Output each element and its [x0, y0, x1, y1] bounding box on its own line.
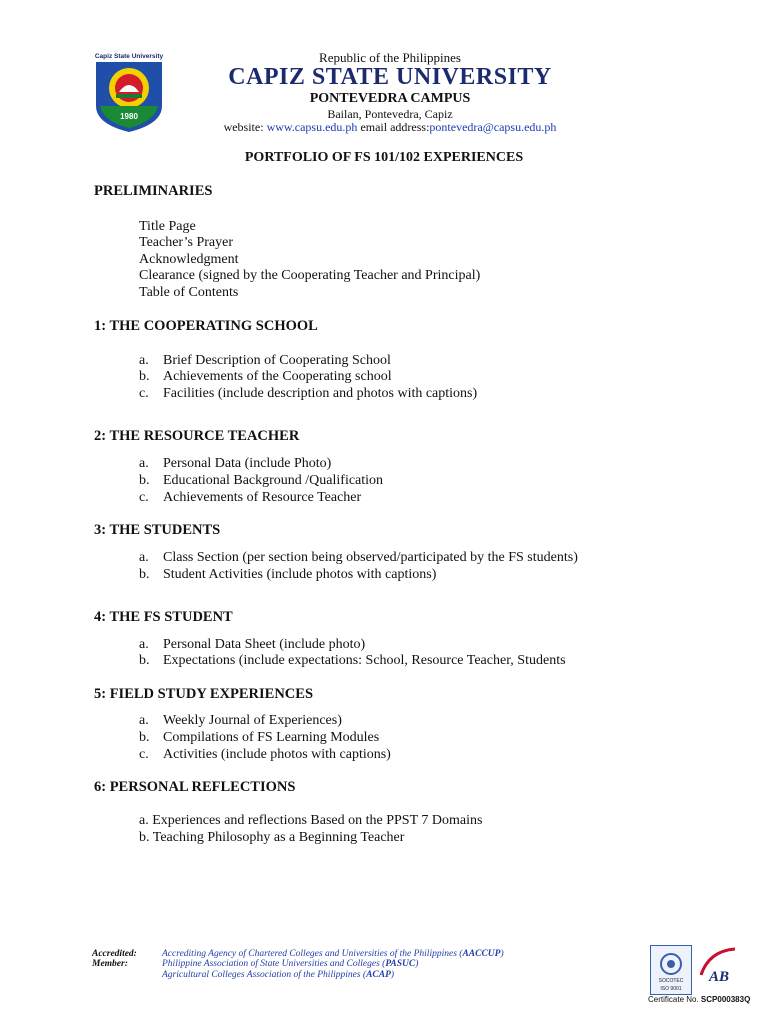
preliminary-item: Clearance (signed by the Cooperating Teacher and Principal): [139, 268, 481, 283]
university-logo: [92, 48, 166, 132]
preliminary-item: Teacher’s Prayer: [139, 235, 233, 250]
item-text: Achievements of the Cooperating school: [163, 369, 392, 384]
item-marker: b.: [139, 730, 150, 745]
item-text: Educational Background /Qualification: [163, 473, 384, 488]
list-item: [139, 637, 365, 653]
list-item: [139, 353, 391, 369]
contact-line: [200, 120, 580, 135]
email-link[interactable]: pontevedra@capsu.edu.ph: [429, 120, 557, 134]
preliminary-item: Title Page: [139, 219, 196, 234]
item-text: Personal Data (include Photo): [163, 456, 332, 471]
item-text: Expectations (include expectations: School, Resource Teacher, Students: [163, 653, 566, 668]
item-marker: a.: [139, 353, 149, 368]
certificate-number: Certificate No. SCP000383Q: [648, 995, 751, 1004]
section-heading: 2: THE RESOURCE TEACHER: [94, 428, 300, 444]
item-text: Facilities (include description and photos with captions): [163, 386, 478, 401]
logo-top-text: Capiz State University: [94, 53, 164, 60]
item-marker: a.: [139, 713, 149, 728]
item-text: Personal Data Sheet (include photo): [163, 637, 366, 652]
item-marker: a.: [139, 637, 149, 652]
accreditation-mark-icon: [695, 945, 739, 993]
section-heading: 5: FIELD STUDY EXPERIENCES: [94, 686, 314, 702]
cert-mark-text: AB: [708, 969, 730, 985]
section-heading: 4: THE FS STUDENT: [94, 609, 233, 625]
list-item: [139, 730, 379, 746]
accreditation-aaccup: Accrediting Agency of Chartered Colleges and Universities of the Philippines (AACCUP): [162, 949, 504, 959]
item-marker: a.: [139, 550, 149, 565]
website-link[interactable]: www.capsu.edu.ph: [266, 120, 358, 134]
socotec-iso-logo: [650, 945, 692, 995]
section-heading: 6: PERSONAL REFLECTIONS: [94, 779, 296, 795]
item-marker: c.: [139, 747, 149, 762]
preliminary-item: Acknowledgment: [139, 252, 239, 267]
list-item: a. Experiences and reflections Based on the PPST 7 Domains: [139, 813, 483, 828]
member-label: Member:: [92, 959, 128, 969]
section-heading: 1: THE COOPERATING SCHOOL: [94, 318, 318, 334]
list-item: [139, 473, 383, 489]
preliminaries-heading: PRELIMINARIES: [94, 183, 213, 199]
cert-iso: ISO 9001: [660, 986, 682, 992]
list-item: [139, 567, 436, 583]
list-item: [139, 369, 392, 385]
item-marker: c.: [139, 386, 149, 401]
item-text: Achievements of Resource Teacher: [163, 490, 362, 505]
item-text: Brief Description of Cooperating School: [163, 353, 391, 368]
membership-acap: Agricultural Colleges Association of the Philippines (ACAP): [162, 970, 395, 980]
list-item: [139, 713, 342, 729]
list-item: [139, 490, 361, 506]
email-label: email address:: [357, 120, 430, 134]
campus-name: PONTEVEDRA CAMPUS: [309, 91, 471, 106]
list-item: b. Teaching Philosophy as a Beginning Teacher: [139, 830, 405, 845]
item-text: Class Section (per section being observed/participated by the FS students): [163, 550, 578, 565]
list-item: [139, 550, 578, 566]
logo-year: 1980: [120, 112, 138, 121]
item-marker: b.: [139, 473, 150, 488]
item-marker: b.: [139, 653, 150, 668]
list-item: [139, 456, 331, 472]
list-item: [139, 386, 477, 402]
item-marker: b.: [139, 567, 150, 582]
section-heading: 3: THE STUDENTS: [94, 522, 221, 538]
university-name: CAPIZ STATE UNIVERSITY: [228, 64, 552, 90]
item-text: Activities (include photos with captions): [163, 747, 391, 762]
item-text: Compilations of FS Learning Modules: [163, 730, 380, 745]
republic-line: Republic of the Philippines: [319, 50, 461, 65]
item-marker: c.: [139, 490, 149, 505]
item-marker: b.: [139, 369, 150, 384]
preliminary-item: Table of Contents: [139, 285, 239, 300]
item-text: Weekly Journal of Experiences): [163, 713, 342, 728]
list-item: [139, 747, 391, 763]
cert-brand: SOCOTEC: [658, 978, 684, 984]
website-label: website:: [223, 120, 267, 134]
accredited-label: Accredited:: [92, 949, 137, 959]
campus-address: Bailan, Pontevedra, Capiz: [327, 107, 453, 121]
item-marker: a.: [139, 456, 149, 471]
list-item: [139, 653, 566, 669]
item-text: Student Activities (include photos with captions): [163, 567, 437, 582]
membership-pasuc: Philippine Association of State Universities and Colleges (PASUC): [162, 959, 419, 969]
document-title: PORTFOLIO OF FS 101/102 EXPERIENCES: [244, 150, 524, 165]
